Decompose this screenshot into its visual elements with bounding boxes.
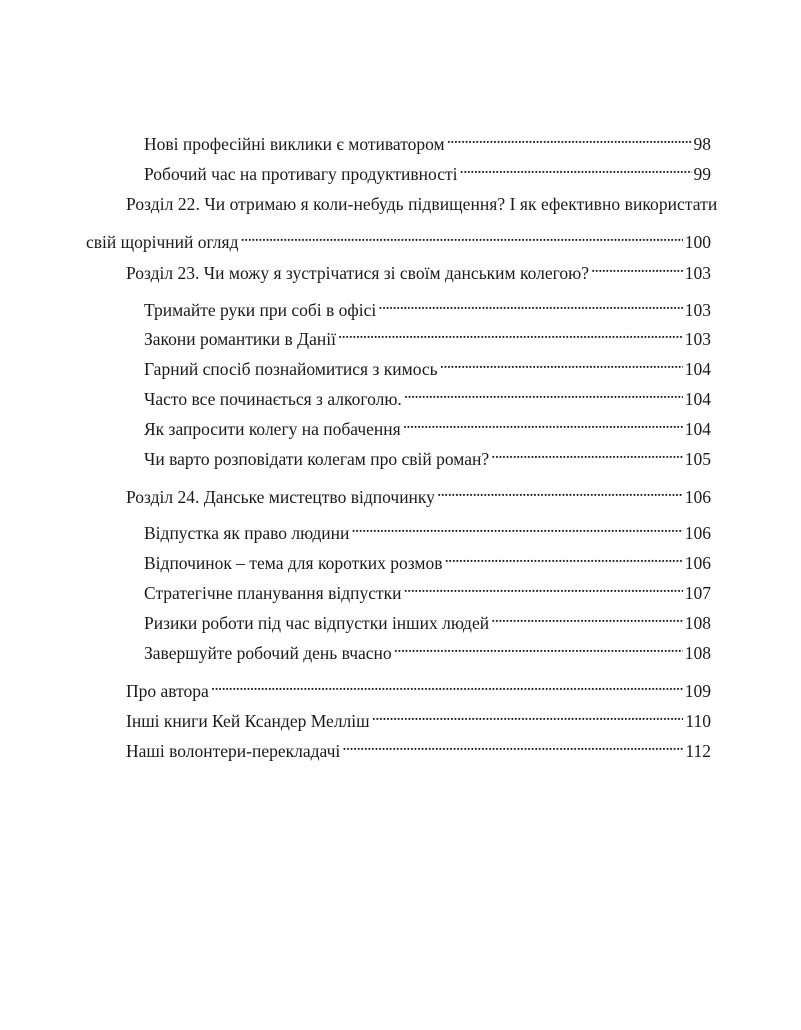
toc-entry-title: Відпочинок – тема для коротких розмов (144, 553, 443, 573)
dot-leader (447, 124, 692, 150)
toc-entry-title: Гарний спосіб познайомитися з кимось (144, 359, 438, 379)
toc-entry-title: Завершуйте робочий день вчасно (144, 643, 392, 663)
dot-leader (394, 633, 683, 659)
toc-entry[interactable] (144, 349, 711, 379)
dot-leader (591, 253, 683, 279)
toc-entry[interactable] (144, 154, 711, 184)
toc-entry-title: Відпустка як право людини (144, 523, 350, 543)
dot-leader (491, 603, 683, 629)
toc-entry[interactable] (144, 379, 711, 409)
dot-leader (460, 154, 692, 180)
toc-entry[interactable] (144, 603, 711, 633)
toc-entry-page: 110 (685, 711, 711, 731)
dot-leader (444, 543, 682, 569)
toc-entry-title: Про автора (126, 681, 209, 701)
dot-leader (437, 477, 683, 503)
toc-entry-page: 103 (684, 329, 711, 349)
dot-leader (338, 319, 683, 345)
toc-entry-title: Часто все починається з алкоголю. (144, 389, 402, 409)
toc-chapter-entry[interactable] (126, 701, 711, 731)
toc-entry[interactable] (144, 573, 711, 603)
toc-entry[interactable] (144, 290, 711, 320)
toc-entry-page: 104 (684, 359, 711, 379)
toc-chapter-entry[interactable] (126, 253, 711, 283)
dot-leader (404, 379, 683, 405)
dot-leader (372, 701, 684, 727)
dot-leader (378, 290, 682, 316)
toc-chapter-entry[interactable] (126, 731, 711, 761)
dot-leader (491, 439, 683, 465)
dot-leader (404, 573, 683, 599)
toc-entry-title: Чи варто розповідати колегам про свій роман? (144, 449, 490, 469)
toc-entry-page: 107 (684, 583, 711, 603)
toc-entry-title: Стратегічне планування відпустки (144, 583, 402, 603)
dot-leader (342, 731, 683, 757)
toc-entry-title: Інші книги Кей Ксандер Мелліш (126, 711, 370, 731)
toc-entry[interactable] (86, 222, 711, 252)
toc-entry-page: 103 (684, 300, 711, 320)
toc-chapter-title-line2: свій щорічний огляд (86, 232, 239, 252)
toc-entry-page: 109 (684, 681, 711, 701)
toc-entry[interactable] (144, 409, 711, 439)
toc-entry-page: 100 (684, 232, 711, 252)
toc-entry-page: 106 (684, 487, 711, 507)
toc-entry-page: 106 (684, 553, 711, 573)
toc-entry-title: Наші волонтери-перекладачі (126, 741, 341, 761)
toc-entry-page: 105 (684, 449, 711, 469)
toc-entry-title: Ризики роботи під час відпустки інших людей (144, 613, 490, 633)
toc-entry[interactable] (144, 319, 711, 349)
toc-entry[interactable] (144, 439, 711, 469)
toc-entry-page: 103 (684, 263, 711, 283)
dot-leader (351, 513, 682, 539)
toc-entry[interactable] (144, 543, 711, 573)
toc-entry-title: Нові професійні виклики є мотиватором (144, 134, 445, 154)
toc-entry-title: Робочий час на противагу продуктивності (144, 164, 458, 184)
toc-entry-page: 104 (684, 419, 711, 439)
toc-entry-page: 98 (693, 134, 711, 154)
dot-leader (211, 671, 683, 697)
toc-entry-page: 106 (684, 523, 711, 543)
toc-entry[interactable] (144, 513, 711, 543)
dot-leader (440, 349, 683, 375)
dot-leader (240, 222, 682, 248)
toc-entry-title: Тримайте руки при собі в офісі (144, 300, 377, 320)
toc-entry-title: Розділ 24. Данське мистецтво відпочинку (126, 487, 435, 507)
toc-entry-page: 108 (684, 613, 711, 633)
toc-entry-page: 99 (693, 164, 711, 184)
toc-entry-page: 108 (684, 643, 711, 663)
toc-entry[interactable] (144, 633, 711, 663)
toc-entry-title: Закони романтики в Данії (144, 329, 336, 349)
toc-chapter-title-line1[interactable]: Розділ 22. Чи отримаю я коли-небудь підвищення? І як ефективно використати (126, 194, 718, 214)
toc-chapter-entry[interactable] (126, 477, 711, 507)
toc-entry[interactable] (144, 124, 711, 154)
toc-entry-page: 112 (685, 741, 711, 761)
dot-leader (403, 409, 683, 435)
toc-entry-page: 104 (684, 389, 711, 409)
toc-entry-title: Розділ 23. Чи можу я зустрічатися зі своїм данським колегою? (126, 263, 589, 283)
toc-chapter-entry[interactable] (126, 671, 711, 701)
toc-entry-title: Як запросити колегу на побачення (144, 419, 401, 439)
